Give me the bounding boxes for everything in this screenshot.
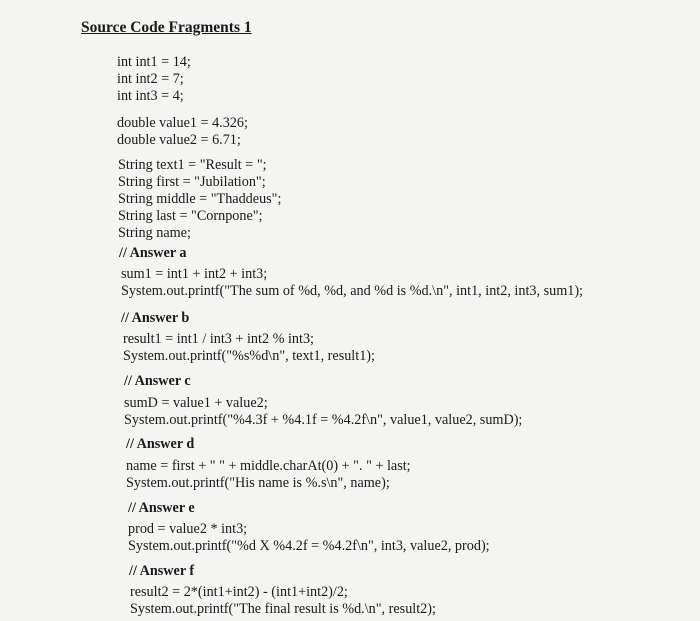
code-line: System.out.printf("The sum of %d, %d, and %d is %d.\n", int1, int2, int3, sum1);: [121, 283, 584, 299]
code-line: System.out.printf("The final result is %d.\n", result2);: [130, 601, 436, 617]
answer-heading: // Answer d: [126, 436, 195, 452]
page-title: Source Code Fragments 1: [81, 19, 252, 36]
code-line: double value2 = 6.71;: [117, 132, 241, 148]
code-line: name = first + " " + middle.charAt(0) + ". " + last;: [126, 458, 411, 474]
code-line: System.out.printf("%s%d\n", text1, result1);: [123, 348, 375, 364]
code-line: System.out.printf("%d X %4.2f = %4.2f\n", int3, value2, prod);: [128, 538, 490, 554]
code-line: String last = "Cornpone";: [118, 208, 263, 224]
code-line: double value1 = 4.326;: [117, 115, 248, 131]
answer-heading: // Answer c: [124, 373, 191, 389]
answer-heading: // Answer e: [128, 500, 195, 516]
code-line: prod = value2 * int3;: [128, 521, 248, 537]
code-line: sumD = value1 + value2;: [124, 395, 268, 411]
code-line: result2 = 2*(int1+int2) - (int1+int2)/2;: [130, 584, 348, 600]
code-line: String name;: [118, 225, 191, 241]
code-line: System.out.printf("His name is %.s\n", name);: [126, 475, 390, 491]
answer-heading: // Answer f: [129, 563, 195, 579]
code-line: String text1 = "Result = ";: [118, 157, 267, 173]
answer-heading: // Answer a: [119, 245, 187, 261]
code-line: int int3 = 4;: [117, 88, 184, 104]
code-line: sum1 = int1 + int2 + int3;: [121, 266, 268, 282]
code-line: int int2 = 7;: [117, 71, 184, 87]
answer-heading: // Answer b: [121, 310, 190, 326]
code-line: String middle = "Thaddeus";: [118, 191, 282, 207]
code-line: System.out.printf("%4.3f + %4.1f = %4.2f\n", value1, value2, sumD);: [124, 412, 523, 428]
code-line: int int1 = 14;: [117, 54, 191, 70]
code-line: String first = "Jubilation";: [118, 174, 266, 190]
code-line: result1 = int1 / int3 + int2 % int3;: [123, 331, 314, 347]
